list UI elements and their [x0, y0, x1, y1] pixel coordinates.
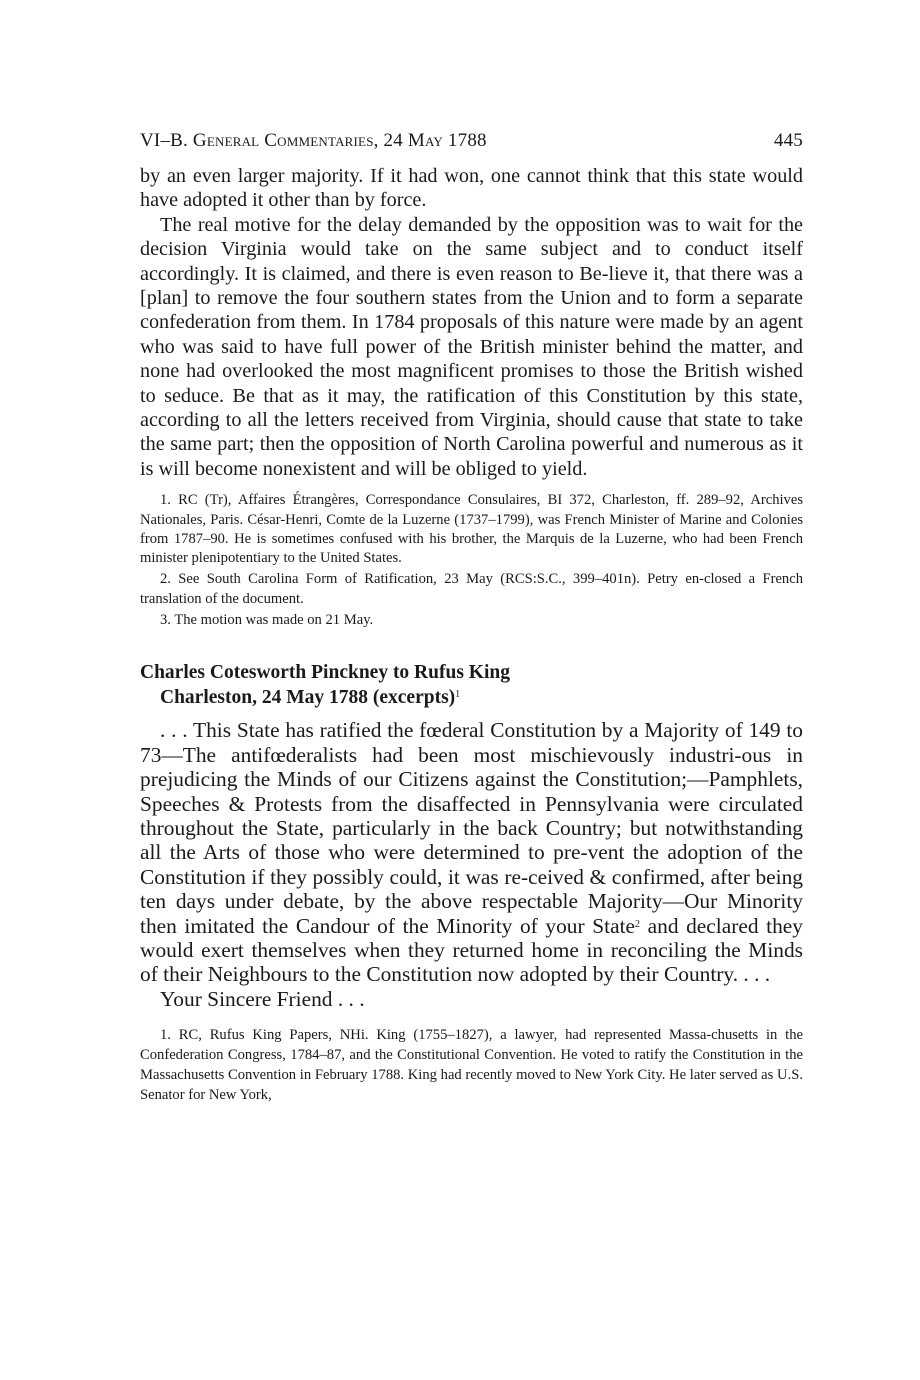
running-head	[140, 128, 487, 154]
page-number: 445	[773, 130, 803, 151]
document-title-date: Charleston, 24 May 1788 (excerpts)	[160, 687, 456, 709]
running-head-section: General Commentaries	[192, 130, 374, 151]
page	[140, 128, 803, 1105]
footnote-2: 2. See South Carolina Form of Ratification, 23 May (RCS:S.C., 399–401n). Petry en-closed a French translation of the document.	[140, 571, 803, 607]
running-header	[140, 128, 803, 154]
letter-part-1: . . . This State has ratified the fœderal Constitution by a Majority of 149 to 73—The antifœderalists had been most mischievously industri-ous in prejudicing the Minds of our Citizens against the Constitution;—Pamphlets, Speeches & Protests from the disaffected in Pennsylvania were circulated throughout the State, particularly in the back Country; but notwithstanding all the Arts of those who were determined to pre-vent the adoption of the Constitution if they possibly could, it was re-ceived & confirmed, after being ten days under debate, by the above respectable Majority—Our Minority then imitated the Candour of the Minority of your State	[140, 718, 803, 938]
running-head-prefix: VI–B.	[140, 130, 193, 151]
title-note-ref: 1	[455, 689, 461, 701]
running-head-day: , 24	[373, 130, 408, 151]
paragraph-2: The real motive for the delay demanded by the opposition was to wait for the decision Virginia would take on the same subject and to conduct itself accordingly. It is claimed, and there is even reason to Be-lieve it, that there was a [plan] to remove the four southern states from the Union and to form a separate confederation from them. In 1784 proposals of this nature were made by an agent who was said to have full power of the British minister behind the matter, and none had overlooked the most magnificent promises to those the British wished to seduce. Be that as it may, the ratification of this Constitution by this state, according to all the letters received from Virginia, should cause that state to take the same part; then the opposition of North Carolina powerful and numerous as it is will become nonexistent and will be obliged to yield.	[140, 213, 803, 480]
document-title	[140, 660, 803, 710]
running-head-year: 1788	[442, 130, 487, 151]
body-text	[140, 164, 803, 481]
footnote-1: 1. RC (Tr), Affaires Étrangères, Correspondance Consulaires, BI 372, Charleston, ff. 289–92, Archives Nationales, Paris. César-Henri, Comte de la Luzerne (1737–1799), was French Minister of Marine and Colonies from 1787–90. He is sometimes confused with his brother, the Marquis de la Luzerne, who had been French minister plenipotentiary to the United States.	[140, 492, 803, 567]
paragraph-1: by an even larger majority. If it had won, one cannot think that this state would have adopted it other than by force.	[140, 165, 803, 212]
footnotes	[140, 491, 803, 630]
document-footnote-1: 1. RC, Rufus King Papers, NHi. King (1755–1827), a lawyer, had represented Massa-chusetts in the Confederation Congress, 1784–87, and the Constitutional Convention. He voted to ratify the Constitution in the Massachusetts Convention in February 1788. King had recently moved to New York City. He later served as U.S. Senator for New York,	[140, 1027, 803, 1104]
footnote-3: 3. The motion was made on 21 May.	[160, 612, 374, 629]
document-title-line-2	[140, 685, 803, 710]
letter-note-ref: 2	[635, 918, 641, 930]
document-footnotes	[140, 1025, 803, 1105]
document-title-line-1: Charles Cotesworth Pinckney to Rufus King	[140, 662, 510, 684]
running-head-month: May	[407, 130, 443, 151]
letter-part-2: and declared they would exert themselves when they returned home in reconciling the Minds of their Neighbours to the Constitution now adopted by their Country. . . .	[140, 913, 803, 987]
letter-closing: Your Sincere Friend . . .	[160, 986, 365, 1011]
letter-paragraph	[140, 718, 803, 986]
letter-text	[140, 718, 803, 1011]
